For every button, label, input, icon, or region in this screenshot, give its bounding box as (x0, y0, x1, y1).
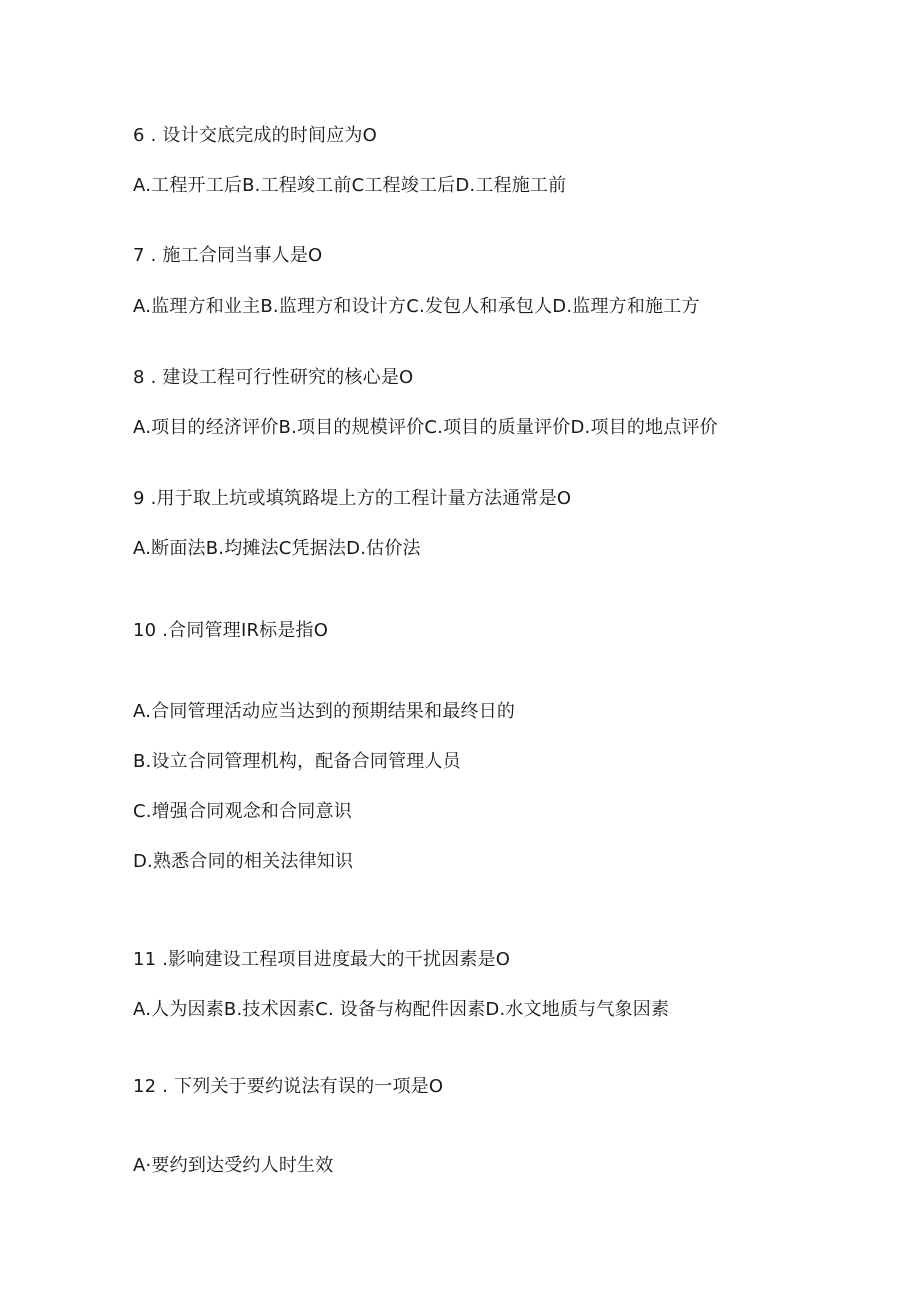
question-6-options: A.工程开工后B.工程竣工前C工程竣工后D.工程施工前 (133, 175, 567, 196)
question-8-options: A.项目的经济评价B.项目的规模评价C.项目的质量评价D.项目的地点评价 (133, 417, 718, 438)
question-11: 11 .影响建设工程项目进度最大的干扰因素是O (133, 949, 511, 970)
question-7: 7 . 施工合同当事人是O (133, 245, 323, 266)
question-12-option-a: A·要约到达受约人时生效 (133, 1155, 334, 1176)
question-10-option-a: A.合同管理活动应当达到的预期结果和最终日的 (133, 701, 516, 722)
question-9-options: A.断面法B.均摊法C凭据法D.估价法 (133, 538, 421, 559)
question-7-options: A.监理方和业主B.监理方和设计方C.发包人和承包人D.监理方和施工方 (133, 296, 700, 317)
question-11-options: A.人为因素B.技术因素C. 设备与构配件因素D.水文地质与气象因素 (133, 999, 670, 1020)
question-8: 8 . 建设工程可行性研究的核心是O (133, 367, 414, 388)
question-10: 10 .合同管理IR标是指O (133, 620, 329, 641)
question-9: 9 .用于取上坑或填筑路堤上方的工程计量方法通常是O (133, 488, 572, 509)
question-10-option-d: D.熟悉合同的相关法律知识 (133, 851, 354, 872)
question-6: 6 . 设计交底完成的时间应为O (133, 125, 377, 146)
question-12: 12 . 下列关于要约说法有误的一项是O (133, 1076, 444, 1097)
question-10-option-b: B.设立合同管理机构，配备合同管理人员 (133, 751, 461, 772)
question-10-option-c: C.增强合同观念和合同意识 (133, 801, 352, 822)
